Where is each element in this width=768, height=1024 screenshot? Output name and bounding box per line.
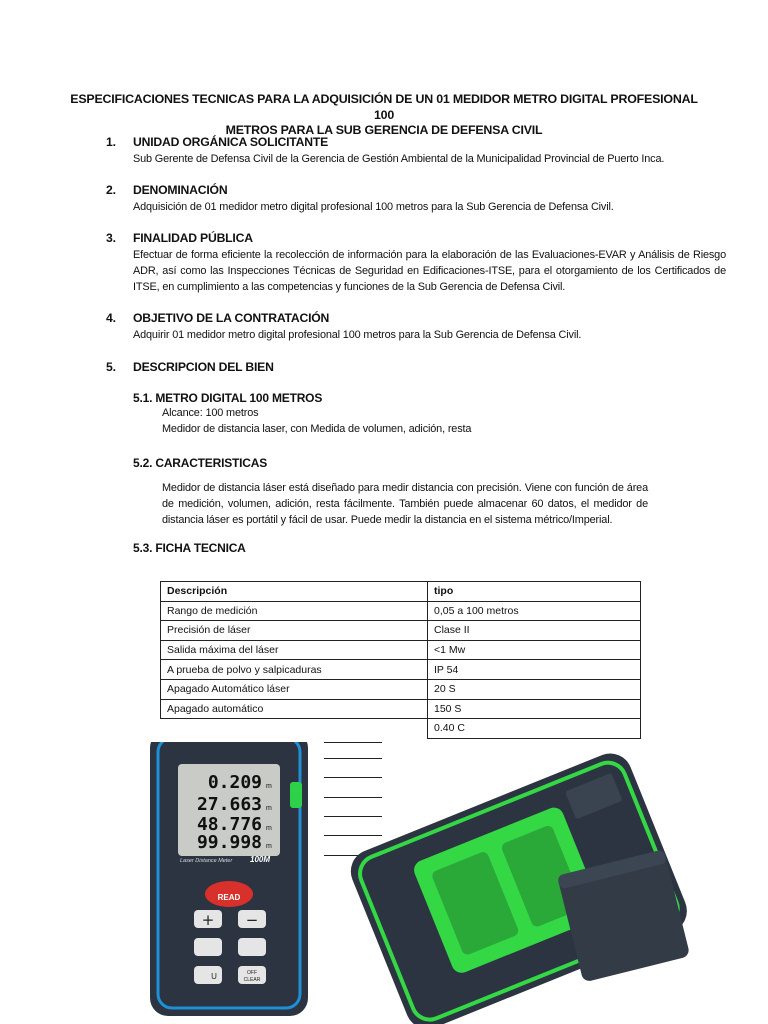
u-key: U	[211, 972, 217, 981]
plus-key: +	[201, 911, 215, 929]
section-body: Adquirir 01 medidor metro digital profesional 100 metros para la Sub Gerencia de Defensa Civil.	[133, 329, 582, 341]
section-body: Efectuar de forma eficiente la recolección de información para la elaboración de las Evaluaciones-EVAR y Análisis de Riesgo ADR, así como las Inspecciones Técnicas de Seguridad en Edificaciones-ITSE, para el otorgamiento de los Certificados de ITSE, en cumplimiento a las competencias y funciones de la Sub Gerencia de Defensa Civil.	[133, 249, 726, 293]
alcance-line: Alcance: 100 metros	[162, 407, 259, 419]
section-4	[106, 311, 726, 343]
section-1	[106, 135, 726, 167]
reading-1: 0.209	[207, 772, 262, 793]
table-cell: 0.40 C	[428, 719, 641, 739]
section-3	[106, 231, 726, 295]
table-cell: <1 Mw	[428, 640, 641, 660]
table-row	[161, 679, 641, 699]
off-label: OFF	[247, 970, 257, 976]
table-row	[161, 699, 641, 719]
table-cell: 0,05 a 100 metros	[428, 601, 641, 621]
title-line-2: METROS PARA LA SUB GERENCIA DE DEFENSA CIVIL	[225, 123, 543, 137]
header-cell: tipo	[428, 582, 641, 602]
device-model: 100M	[250, 855, 271, 864]
reading-2: 27.663	[196, 794, 262, 815]
subsection-5-2-heading: 5.2. CARACTERISTICAS	[133, 456, 268, 470]
table-row	[161, 601, 641, 621]
table-cell: IP 54	[428, 660, 641, 680]
subsection-5-2-body: Medidor de distancia láser está diseñado para medir distancia con precisión. Viene con función de área de medición, volumen, adición, resta fácilmente. También puede almacenar 60 datos, el medidor de distancia láser es portátil y fácil de usar. Puede medir la distancia en el sistema métrico/Imperial.	[162, 482, 648, 526]
descripcion-line: Medidor de distancia laser, con Medida de volumen, adición, resta	[162, 423, 472, 435]
section-5	[106, 360, 726, 375]
table-cell: A prueba de polvo y salpicaduras	[161, 660, 428, 680]
section-2	[106, 183, 726, 215]
laser-meter-back-photo	[0, 742, 768, 1024]
unit-label: m	[266, 825, 272, 832]
subsection-5-1-heading: 5.1. METRO DIGITAL 100 METROS	[133, 391, 323, 405]
reading-3: 48.776	[196, 814, 262, 835]
table-row	[161, 719, 641, 739]
table-row	[161, 660, 641, 680]
table-cell: Precisión de láser	[161, 621, 428, 641]
section-heading: FINALIDAD PÚBLICA	[133, 231, 253, 245]
section-heading: DENOMINACIÓN	[133, 183, 228, 197]
section-body: Sub Gerente de Defensa Civil de la Gerencia de Gestión Ambiental de la Municipalidad Provincial de Puerto Inca.	[133, 153, 665, 165]
minus-key: −	[245, 911, 259, 929]
section-body: Adquisición de 01 medidor metro digital profesional 100 metros para la Sub Gerencia de Defensa Civil.	[133, 201, 614, 213]
table-cell: Apagado automático	[161, 699, 428, 719]
table-cell: 150 S	[428, 699, 641, 719]
device-label: Laser Distance Meter	[180, 858, 233, 864]
clear-label: CLEAR	[243, 977, 261, 983]
table-cell: Clase II	[428, 621, 641, 641]
read-label: READ	[217, 893, 241, 902]
unit-label: m	[266, 843, 272, 850]
table-row	[161, 640, 641, 660]
section-heading: DESCRIPCION DEL BIEN	[133, 360, 274, 374]
ficha-tecnica-table	[160, 581, 641, 739]
section-heading: UNIDAD ORGÁNICA SOLICITANTE	[133, 135, 329, 149]
table-cell: 20 S	[428, 679, 641, 699]
table-cell: Apagado Automático láser	[161, 679, 428, 699]
unit-label: m	[266, 783, 272, 790]
header-cell: Descripción	[161, 582, 428, 602]
section-number: 2.	[106, 183, 116, 197]
unit-label: m	[266, 805, 272, 812]
table-cell	[161, 719, 428, 739]
section-number: 3.	[106, 231, 116, 245]
document-title	[60, 92, 708, 139]
title-line-1: ESPECIFICACIONES TECNICAS PARA LA ADQUISICIÓN DE UN 01 MEDIDOR METRO DIGITAL PROFESIONAL 100	[70, 92, 698, 122]
table-header-row	[161, 582, 641, 602]
reading-4: 99.998	[196, 832, 262, 853]
subsection-5-3-heading: 5.3. FICHA TECNICA	[133, 541, 246, 555]
section-number: 5.	[106, 360, 116, 374]
subsection-5-1-body	[162, 405, 648, 437]
product-photos	[0, 742, 768, 1024]
table-row	[161, 621, 641, 641]
section-number: 1.	[106, 135, 116, 149]
section-heading: OBJETIVO DE LA CONTRATACIÓN	[133, 311, 330, 325]
section-number: 4.	[106, 311, 116, 325]
table-cell: Salida máxima del láser	[161, 640, 428, 660]
table-cell: Rango de medición	[161, 601, 428, 621]
